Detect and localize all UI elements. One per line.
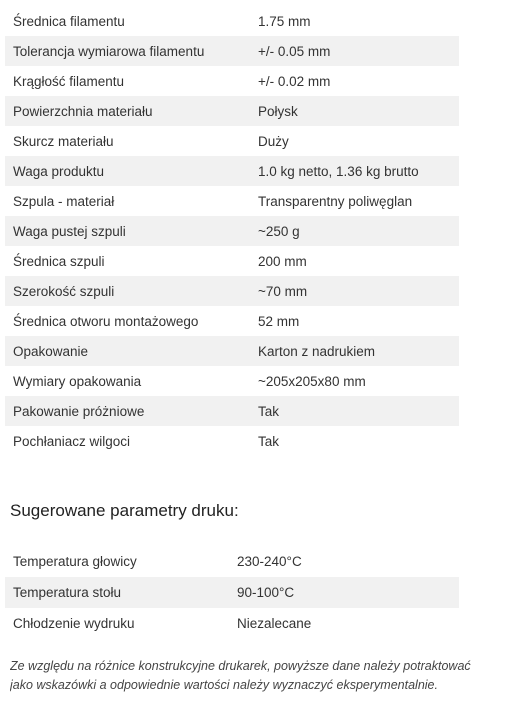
spec-label: Wymiary opakowania: [13, 373, 142, 389]
spec-value: 52 mm: [258, 313, 300, 329]
spec-value: Duży: [258, 133, 289, 149]
param-value: 90-100°C: [237, 585, 295, 600]
spec-value: 200 mm: [258, 253, 307, 269]
spec-value: 1.0 kg netto, 1.36 kg brutto: [258, 163, 419, 179]
param-label: Chłodzenie wydruku: [13, 616, 135, 631]
spec-label: Średnica szpuli: [13, 253, 105, 269]
spec-label: Średnica otworu montażowego: [13, 313, 199, 329]
spec-label: Waga pustej szpuli: [13, 223, 126, 239]
spec-value: 1.75 mm: [258, 13, 311, 29]
spec-row: [5, 126, 459, 156]
specs-table: [5, 6, 459, 456]
param-row: [5, 577, 459, 608]
spec-value: ~250 g: [258, 223, 300, 239]
param-label: Temperatura stołu: [13, 585, 122, 600]
spec-label: Pochłaniacz wilgoci: [13, 433, 131, 449]
spec-row: [5, 336, 459, 366]
disclaimer-note: [10, 657, 526, 695]
spec-label: Waga produktu: [13, 163, 105, 179]
spec-value: ~70 mm: [258, 283, 308, 299]
spec-value: Tak: [258, 433, 280, 449]
param-row: [5, 608, 459, 639]
spec-row: [5, 366, 459, 396]
spec-row: [5, 156, 459, 186]
param-value: 230-240°C: [237, 554, 302, 569]
spec-row: [5, 36, 459, 66]
spec-value: Karton z nadrukiem: [258, 343, 376, 359]
param-value: Niezalecane: [237, 616, 312, 631]
spec-value: Połysk: [258, 103, 298, 119]
param-label: Temperatura głowicy: [13, 554, 137, 569]
spec-row: [5, 276, 459, 306]
print-params-table: [5, 546, 459, 639]
spec-label: Tolerancja wymiarowa filamentu: [13, 43, 205, 59]
param-row: [5, 546, 459, 577]
spec-row: [5, 96, 459, 126]
spec-label: Opakowanie: [13, 343, 89, 359]
spec-label: Szerokość szpuli: [13, 283, 115, 299]
spec-value: +/- 0.05 mm: [258, 43, 331, 59]
spec-row: [5, 396, 459, 426]
spec-row: [5, 216, 459, 246]
spec-value: ~205x205x80 mm: [258, 373, 366, 389]
spec-row: [5, 246, 459, 276]
spec-label: Krągłość filamentu: [13, 73, 125, 89]
spec-value: +/- 0.02 mm: [258, 73, 331, 89]
spec-value: Tak: [258, 403, 280, 419]
spec-row: [5, 186, 459, 216]
spec-row: [5, 306, 459, 336]
spec-label: Średnica filamentu: [13, 13, 125, 29]
disclaimer-line: jako wskazówki a odpowiednie wartości należy wyznaczyć eksperymentalnie.: [10, 678, 438, 692]
spec-row: [5, 6, 459, 36]
spec-row: [5, 66, 459, 96]
disclaimer-line: Ze względu na różnice konstrukcyjne drukarek, powyższe dane należy potraktować: [10, 659, 471, 673]
spec-value: Transparentny poliwęglan: [258, 193, 413, 209]
spec-label: Powierzchnia materiału: [13, 103, 153, 119]
print-params-heading: Sugerowane parametry druku:: [10, 501, 239, 520]
spec-row: [5, 426, 459, 456]
spec-label: Pakowanie próżniowe: [13, 403, 145, 419]
spec-label: Skurcz materiału: [13, 133, 114, 149]
spec-label: Szpula - materiał: [13, 193, 115, 209]
